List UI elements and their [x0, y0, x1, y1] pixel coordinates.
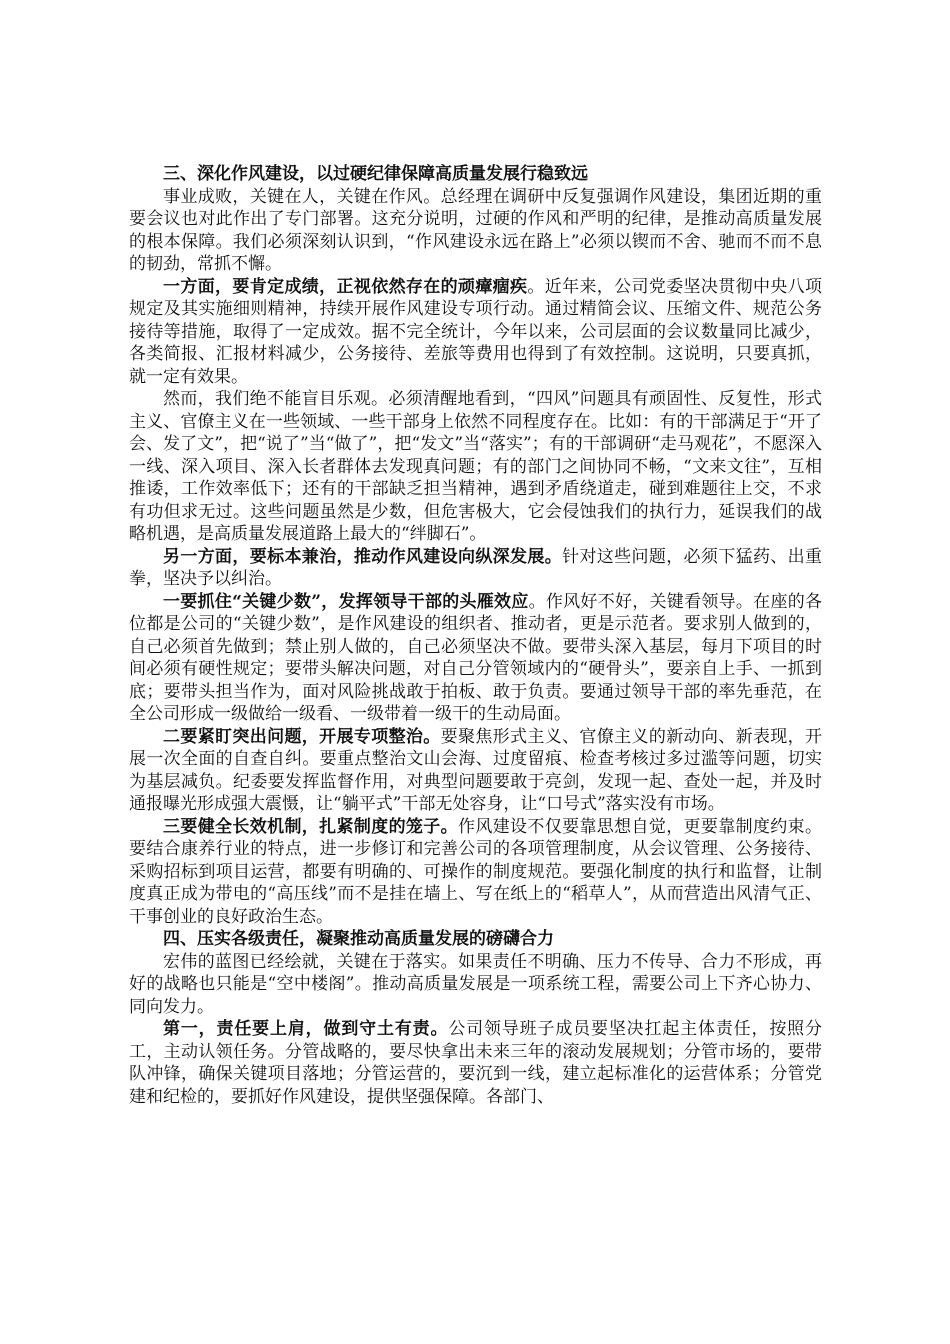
- paragraph-lead: 二要紧盯突出问题，开展专项整治。: [163, 726, 441, 747]
- paragraph-lead: 另一方面，要标本兼治，推动作风建设向纵深发展。: [163, 546, 563, 567]
- paragraph-problems: 然而，我们绝不能盲目乐观。必须清醒地看到，“四风”问题具有顽固性、反复性，形式主义、官僚主义在一些领域、一些干部身上依然不同程度存在。比如：有的干部满足于“开了会、发了文”，把“说了”当“做了”，把“发文”当“落实”；有的干部调研“走马观花”，不愿深入一线、深入项目、深入长者群体去发现真问题；有的部门之间协同不畅，“文来文往”，互相推诿，工作效率低下；还有的干部缺乏担当精神，遇到矛盾绕道走，碰到难题往上交，不求有功但求无过。这些问题虽然是少数，但危害极大，它会侵蚀我们的执行力，延误我们的战略机遇，是高质量发展道路上最大的“绊脚石”。: [129, 389, 822, 544]
- paragraph-intro-4: 宏伟的蓝图已经绘就，关键在于落实。如果责任不明确、压力不传导、合力不形成，再好的战略也只能是“空中楼阁”。推动高质量发展是一项系统工程，需要公司上下齐心协力、同向发力。: [129, 951, 822, 1017]
- paragraph-body: 公司领导班子成员要坚决扛起主体责任，按照分工，主动认领任务。分管战略的，要尽快拿出未来三年的滚动发展规划；分管市场的，要带队冲锋，确保关键项目落地；分管运营的，要沉到一线，建立起标准化的运营体系；分管党建和纪检的，要抓好作风建设，提供坚强保障。各部门、: [129, 1019, 823, 1107]
- paragraph-point-1: [129, 591, 822, 726]
- paragraph-point-3: [129, 816, 822, 929]
- section-heading-4: 四、压实各级责任，凝聚推动高质量发展的磅礴合力: [163, 929, 554, 949]
- paragraph-body: 要聚焦形式主义、官僚主义的新动向、新表现，开展一次全面的自查自纠。要重点整治文山会海、过度留痕、检查考核过多过滥等问题，切实为基层减负。纪委要发挥监督作用，对典型问题要敢于亮剑，发现一起、查处一起，并及时通报曝光形成强大震慑，让“躺平式”干部无处容身，让“口号式”落实没有市场。: [129, 726, 823, 814]
- paragraph-responsibility: [129, 1018, 822, 1108]
- paragraph-body: 。作风好不好，关键看领导。在座的各位都是公司的“关键少数”，是作风建设的组织者、推动者，更是示范者。要求别人做到的，自己必须首先做到；禁止别人做的，自己必须坚决不做。要带头深入基层，每月下项目的时间必须有硬性规定；要带头解决问题，对自己分管领域内的“硬骨头”，要亲自上手、一抓到底；要带头担当作为，面对风险挑战敢于拍板、敢于负责。要通过领导干部的率先垂范，在全公司形成一级做给一级看、一级带着一级干的生动局面。: [129, 591, 823, 724]
- paragraph-intro-3: 事业成败，关键在人，关键在作风。总经理在调研中反复强调作风建设，集团近期的重要会议也对此作出了专门部署。这充分说明，过硬的作风和严明的纪律，是推动高质量发展的根本保障。我们必须深刻认识到，“作风建设永远在路上”必须以锲而不舍、驰而不而不息的韧劲，常抓不懈。: [129, 186, 822, 274]
- paragraph-achievements: [129, 276, 822, 389]
- paragraph-point-2: [129, 726, 822, 816]
- paragraph-body: 针对这些问题，必须下猛药、出重拳，坚决予以纠治。: [129, 546, 823, 589]
- document-page: [129, 163, 822, 1108]
- paragraph-lead: 一方面，要肯定成绩，正视依然存在的顽瘴痼疾: [163, 276, 528, 297]
- paragraph-lead: 一要抓住“关键少数”，发挥领导干部的头雁效应: [163, 591, 529, 612]
- section-heading-3: 三、深化作风建设，以过硬纪律保障高质量发展行稳致远: [163, 164, 588, 184]
- paragraph-lead: 三要健全长效机制，扎紧制度的笼子。: [163, 816, 458, 837]
- paragraph-body: 作风建设不仅要靠思想自觉，更要靠制度约束。要结合康养行业的特点，进一步修订和完善公司的各项管理制度，从会议管理、公务接待、采购招标到项目运营，都要有明确的、可操作的制度规范。要强化制度的执行和监督，让制度真正成为带电的“高压线”而不是挂在墙上、写在纸上的“稻草人”，从而营造出风清气正、干事创业的良好政治生态。: [129, 816, 823, 927]
- paragraph-remedy: [129, 546, 822, 591]
- paragraph-body: 。近年来，公司党委坚决贯彻中央八项规定及其实施细则精神，持续开展作风建设专项行动。通过精简会议、压缩文件、规范公务接待等措施，取得了一定成效。据不完全统计，今年以来，公司层面的会议数量同比减少，各类简报、汇报材料减少，公务接待、差旅等费用也得到了有效控制。这说明，只要真抓，就一定有效果。: [129, 276, 823, 387]
- paragraph-lead: 第一，责任要上肩，做到守土有责。: [163, 1019, 449, 1039]
